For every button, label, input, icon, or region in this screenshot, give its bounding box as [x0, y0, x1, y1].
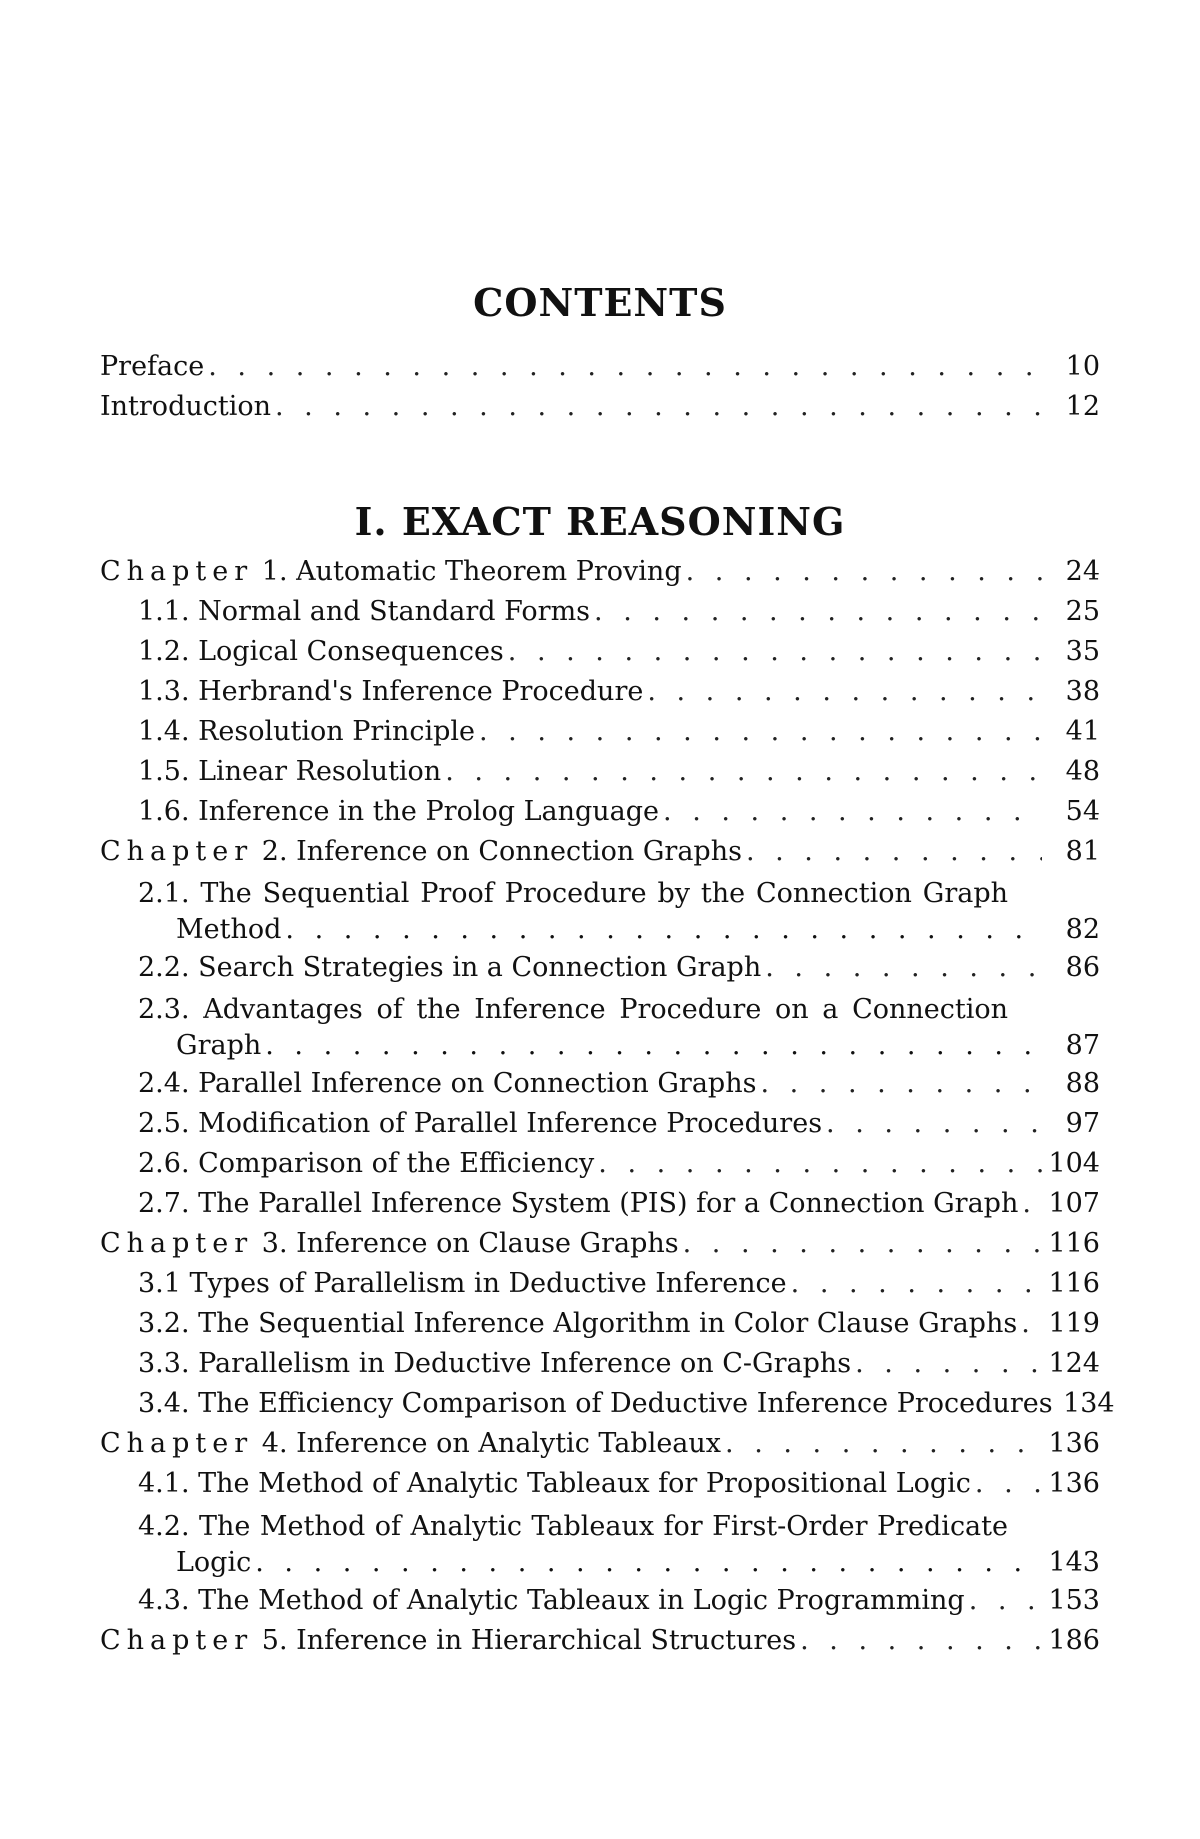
toc-page-number: 87 [1065, 1030, 1100, 1062]
toc-entry-section[interactable] [100, 1185, 1100, 1225]
dot-leader [855, 1344, 1042, 1385]
chapter-number: 1. [261, 555, 288, 587]
toc-page-number: 186 [1048, 1624, 1100, 1656]
toc-entry-chapter[interactable] [100, 1621, 1100, 1661]
toc-entry-title: 4.3. The Method of Analytic Tableaux in Logic Programming [138, 1584, 965, 1616]
toc-entry-title [100, 1224, 679, 1265]
chapter-number: 2. [261, 835, 288, 867]
toc-page-number: 143 [1048, 1546, 1100, 1578]
toc-entry-title-line1: 4.2. The Method of Analytic Tableaux for First-Order Predicate [138, 1510, 1008, 1542]
chapter-title: Inference on Analytic Tableaux [296, 1428, 722, 1460]
toc-page-number: 88 [1065, 1068, 1100, 1100]
dot-leader [255, 1547, 1042, 1579]
toc-page-number: 136 [1048, 1428, 1100, 1460]
toc-entry-title-line2: Method [176, 914, 282, 945]
toc-entry-section[interactable] [100, 1465, 1100, 1505]
dot-leader [663, 792, 1042, 833]
toc-entry-chapter[interactable] [100, 1225, 1100, 1265]
toc-entry-title: 1.2. Logical Consequences [138, 635, 504, 667]
dot-leader [265, 1030, 1042, 1062]
toc-page-number: 41 [1065, 715, 1100, 747]
toc-entry-section[interactable] [100, 672, 1100, 712]
dot-leader [598, 1144, 1042, 1185]
chapter-word: Chapter [100, 1624, 254, 1656]
toc-page-number: 54 [1065, 795, 1100, 827]
toc-entry-section[interactable] [100, 752, 1100, 792]
toc-page-number: 10 [1065, 350, 1100, 382]
toc-page-number: 104 [1048, 1148, 1100, 1180]
dot-leader [647, 672, 1042, 713]
toc-page-number: 136 [1048, 1468, 1100, 1500]
toc-page-number: 116 [1048, 1228, 1100, 1260]
toc-entry-title: 1.3. Herbrand's Inference Procedure [138, 675, 644, 707]
toc-entry-title-line1: 2.1. The Sequential Proof Procedure by the Connection Graph [138, 878, 1008, 909]
toc-entry-section[interactable] [100, 1065, 1100, 1105]
toc-entry-section-multiline[interactable] [100, 878, 1100, 946]
toc-entry-section-multiline[interactable] [100, 1511, 1100, 1579]
dot-leader [479, 712, 1042, 753]
chapter-toc-list [100, 552, 1115, 1661]
toc-entry-section[interactable] [100, 1305, 1100, 1345]
chapter-word: Chapter [100, 835, 254, 867]
dot-leader [285, 914, 1042, 946]
dot-leader [760, 1064, 1042, 1105]
toc-page-number: 48 [1065, 755, 1100, 787]
chapter-word: Chapter [100, 1428, 254, 1460]
toc-page-number: 38 [1065, 675, 1100, 707]
toc-entry-title: 1.6. Inference in the Prolog Language [138, 795, 660, 827]
toc-entry-title [100, 552, 682, 593]
toc-entry-section[interactable] [100, 792, 1100, 832]
dot-leader [275, 387, 1042, 428]
toc-entry-section[interactable] [100, 1385, 1115, 1425]
chapter-title: Automatic Theorem Proving [296, 555, 682, 587]
toc-page-number: 86 [1065, 951, 1100, 983]
toc-entry-title: 3.1 Types of Parallelism in Deductive Inference [138, 1268, 787, 1300]
toc-page-number: 153 [1048, 1584, 1100, 1616]
toc-entry-section-multiline[interactable] [100, 994, 1100, 1062]
chapter-title: Inference on Clause Graphs [296, 1228, 679, 1260]
dot-leader [683, 1224, 1042, 1265]
toc-page-number: 35 [1065, 635, 1100, 667]
toc-page-number: 24 [1065, 555, 1100, 587]
toc-entry-section[interactable] [100, 1581, 1100, 1621]
contents-heading: CONTENTS [473, 280, 727, 325]
toc-entry-section[interactable] [100, 712, 1100, 752]
toc-entry-title: 2.2. Search Strategies in a Connection Graph [138, 951, 762, 983]
dot-leader [208, 347, 1042, 388]
chapter-number: 4. [261, 1428, 288, 1460]
toc-entry-title: Preface [100, 350, 205, 382]
part-heading: I. EXACT REASONING [354, 499, 846, 544]
toc-entry-section[interactable] [100, 632, 1100, 672]
toc-entry-title: Introduction [100, 390, 271, 422]
dot-leader [975, 1464, 1042, 1505]
toc-entry-section[interactable] [100, 592, 1100, 632]
toc-entry-continuation [138, 910, 1100, 946]
dot-leader [765, 948, 1042, 989]
toc-entry-title: 1.5. Linear Resolution [138, 755, 442, 787]
dot-leader [445, 752, 1042, 793]
toc-entry-introduction[interactable] [100, 387, 1100, 427]
toc-entry-chapter[interactable] [100, 1425, 1100, 1465]
toc-page-number: 82 [1065, 914, 1100, 945]
dot-leader [508, 632, 1042, 673]
toc-page-number: 81 [1065, 835, 1100, 867]
toc-entry-section[interactable] [100, 948, 1100, 988]
toc-entry-title-line2: Graph [176, 1030, 262, 1062]
toc-entry-title-line1: 2.3. Advantages of the Inference Procedure on a Connection [138, 994, 1008, 1026]
toc-entry-title [100, 832, 742, 873]
toc-entry-preface[interactable] [100, 347, 1100, 387]
dot-leader [725, 1424, 1042, 1465]
toc-entry-section[interactable] [100, 1105, 1100, 1145]
dot-leader [1021, 1304, 1042, 1345]
toc-page-number: 107 [1048, 1188, 1100, 1220]
toc-entry-title [100, 1424, 721, 1465]
toc-entry-section[interactable] [100, 1345, 1100, 1385]
contents-page [100, 280, 1115, 1661]
toc-entry-title: 1.1. Normal and Standard Forms [138, 595, 591, 627]
toc-page-number: 116 [1048, 1268, 1100, 1300]
chapter-number: 3. [261, 1228, 288, 1260]
chapter-title: Inference on Connection Graphs [296, 835, 742, 867]
toc-entry-title: 2.6. Comparison of the Efficiency [138, 1148, 595, 1180]
toc-entry-title-line2: Logic [176, 1546, 252, 1578]
toc-entry-section[interactable] [100, 1145, 1100, 1185]
dot-leader [791, 1264, 1042, 1305]
toc-entry-chapter[interactable] [100, 832, 1100, 872]
toc-entry-title: 4.1. The Method of Analytic Tableaux for Propositional Logic [138, 1468, 971, 1500]
toc-entry-title: 3.2. The Sequential Inference Algorithm in Color Clause Graphs [138, 1308, 1018, 1340]
toc-page-number: 25 [1065, 595, 1100, 627]
dot-leader [826, 1104, 1042, 1145]
toc-entry-title: 3.4. The Efficiency Comparison of Deductive Inference Procedures [138, 1388, 1053, 1420]
chapter-word: Chapter [100, 1228, 254, 1260]
chapter-word: Chapter [100, 555, 254, 587]
toc-page-number: 97 [1065, 1108, 1100, 1140]
toc-entry-title: 3.3. Parallelism in Deductive Inference on C-Graphs [138, 1348, 852, 1380]
dot-leader [969, 1581, 1042, 1622]
dot-leader [594, 592, 1042, 633]
toc-entry-title: 2.4. Parallel Inference on Connection Graphs [138, 1068, 757, 1100]
toc-page-number: 134 [1063, 1388, 1115, 1420]
toc-entry-title: 2.7. The Parallel Inference System (PIS) for a Connection Graph [138, 1188, 1019, 1220]
toc-entry-title: 2.5. Modification of Parallel Inference Procedures [138, 1108, 823, 1140]
dot-leader [746, 832, 1042, 873]
toc-entry-continuation [138, 1543, 1100, 1579]
toc-page-number: 124 [1048, 1348, 1100, 1380]
dot-leader [1022, 1184, 1042, 1225]
toc-page-number: 12 [1065, 390, 1100, 422]
toc-entry-chapter[interactable] [100, 552, 1100, 592]
front-matter-list [100, 347, 1100, 427]
chapter-title: Inference in Hierarchical Structures [296, 1624, 797, 1656]
toc-entry-title [100, 1621, 796, 1662]
chapter-number: 5. [261, 1624, 288, 1656]
toc-page-number: 119 [1048, 1308, 1100, 1340]
dot-leader [800, 1621, 1042, 1662]
toc-entry-continuation [138, 1027, 1100, 1063]
toc-entry-title: 1.4. Resolution Principle [138, 715, 476, 747]
dot-leader [686, 552, 1042, 593]
toc-entry-section[interactable] [100, 1265, 1100, 1305]
